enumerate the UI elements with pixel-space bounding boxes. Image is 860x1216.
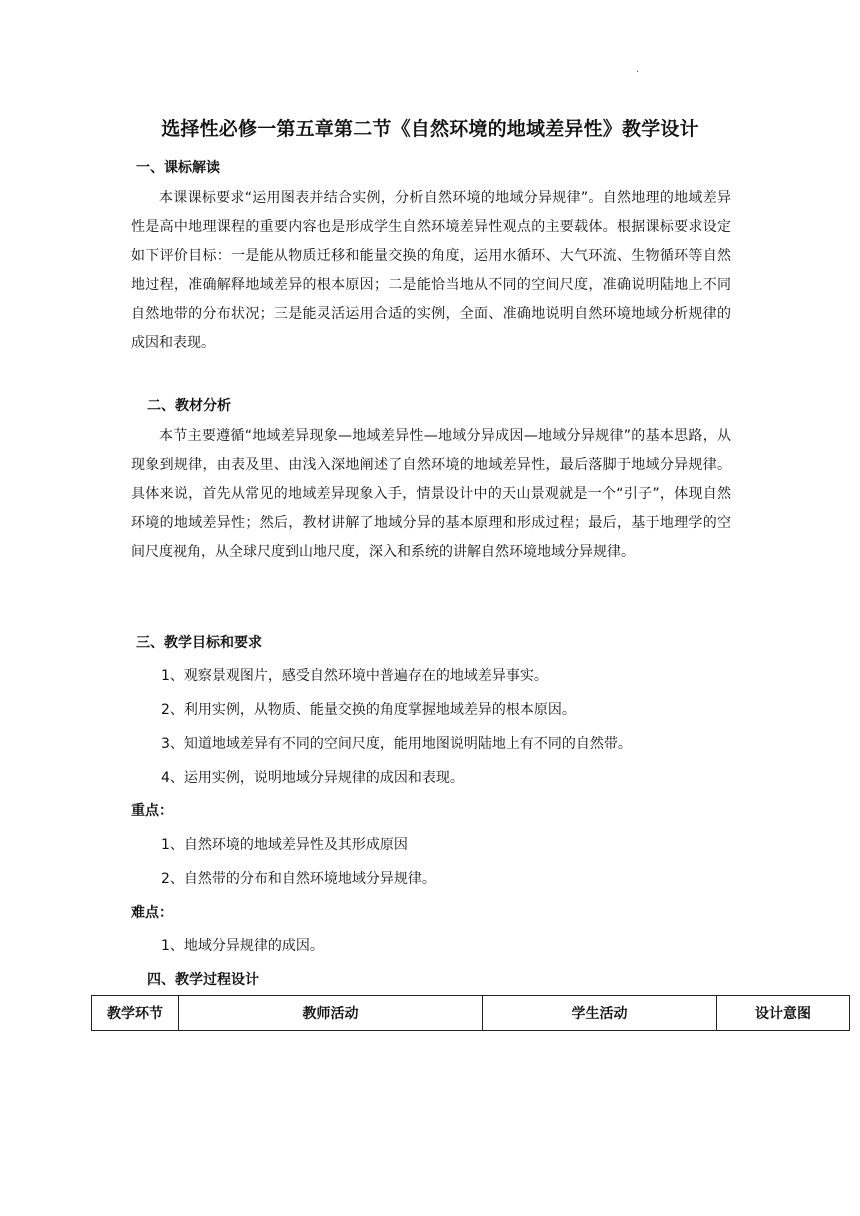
key-points-heading: 重点： [131,803,173,819]
objective-item: 4、运用实例，说明地域分异规律的成因和表现。 [161,770,464,786]
page-mark: . [636,64,640,75]
table-header-cell: 教学环节 [92,996,179,1031]
process-table [91,995,850,1031]
document-title: 选择性必修一第五章第二节《自然环境的地域差异性》教学设计 [161,118,699,140]
section-heading-process: 四、教学过程设计 [147,972,259,988]
section-heading-curriculum: 一、课标解读 [136,160,220,176]
difficult-points-heading: 难点： [131,905,173,921]
section-paragraph-textbook: 本节主要遵循“地域差异现象—地域差异性—地域分异成因—地域分异规律”的基本思路，从现象到规律，由表及里、由浅入深地阐述了自然环境的地域差异性，最后落脚于地域分异规律。具体来说，首先从常见的地域差异现象入手，情景设计中的天山景观就是一个“引子”，体现自然环境的地域差异性；然后，教材讲解了地域分异的基本原理和形成过程；最后，基于地理学的空间尺度视角，从全球尺度到山地尺度，深入和系统的讲解自然环境地域分异规律。 [131,428,731,560]
table-header-cell: 学生活动 [483,996,717,1031]
section-heading-textbook: 二、教材分析 [147,398,231,414]
objective-item: 2、利用实例，从物质、能量交换的角度掌握地域差异的根本原因。 [161,702,576,718]
objective-item: 1、观察景观图片，感受自然环境中普遍存在的地域差异事实。 [161,668,548,684]
difficult-point-item: 1、地域分异规律的成因。 [161,938,324,954]
key-point-item: 1、自然环境的地域差异性及其形成原因 [161,837,408,853]
table-header-cell: 教师活动 [179,996,483,1031]
table-header-cell: 设计意图 [717,996,850,1031]
table-header-row [92,996,850,1031]
key-point-item: 2、自然带的分布和自然环境地域分异规律。 [161,871,436,887]
section-paragraph-curriculum: 本课课标要求“运用图表并结合实例，分析自然环境的地域分异规律”。自然地理的地域差异性是高中地理课程的重要内容也是形成学生自然环境差异性观点的主要载体。根据课标要求设定如下评价目标：一是能从物质迁移和能量交换的角度，运用水循环、大气环流、生物循环等自然地过程，准确解释地域差异的根本原因；二是能恰当地从不同的空间尺度，准确说明陆地上不同自然地带的分布状况；三是能灵活运用合适的实例，全面、准确地说明自然环境地域分析规律的成因和表现。 [131,190,731,351]
section-heading-objectives: 三、教学目标和要求 [136,635,262,651]
objective-item: 3、知道地域差异有不同的空间尺度，能用地图说明陆地上有不同的自然带。 [161,736,632,752]
